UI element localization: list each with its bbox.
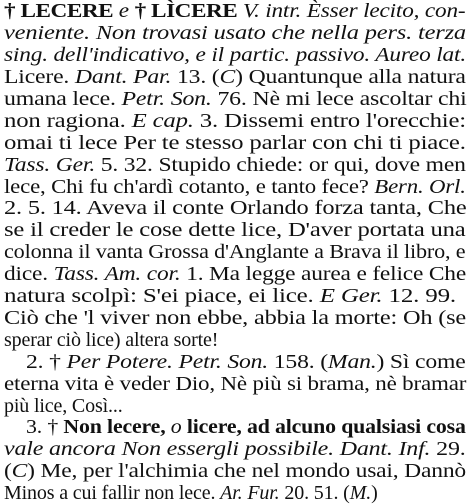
bold-text: licere, ad alcuno qualsiasi cosa (186, 416, 466, 439)
text-line (26, 416, 466, 438)
definition-line: sing. dell'indicativo, e il partic. passivo. Aureo lat. (4, 44, 467, 66)
text-run: ) Me, per l'alchimia che nel mondo usai, Dannò (27, 460, 466, 483)
text-run: dice. (4, 263, 54, 286)
text-run: 13. ( (171, 66, 220, 88)
italic-text: Dant. Par. (74, 66, 172, 88)
italic-text: o (170, 416, 187, 439)
text-line (4, 285, 456, 307)
text-run: omai ti lece Per te stesso parlar con chi ti piace. (4, 131, 466, 154)
text-line (4, 197, 466, 219)
headword-lecere: † LECERE (4, 0, 114, 22)
text-run: 5. 32. Stupido chiede: or qui, dove men (95, 153, 466, 176)
text-run: non ragiona. (4, 109, 132, 132)
text-run: 76. Nè mi lece ascoltar chi (211, 87, 467, 110)
text-run: ( (4, 460, 12, 483)
italic-text: vale ancora Non essergli possibile. Dant. Inf. (4, 438, 431, 461)
text-run: 2. † (26, 350, 67, 373)
text-run: Minos a cui fallir non lece. (4, 482, 221, 504)
text-run: 12. 99. (382, 285, 456, 307)
text-run: più lice, Così... (4, 394, 123, 417)
text-run: colonna il vanta Grossa d'Anglante a Brava il libro, e (4, 241, 466, 264)
text-line (4, 241, 465, 263)
text-run: Licere. (4, 66, 75, 88)
text-run: 1. Ma legge aurea e felice Che (180, 263, 467, 286)
text-run: 3. Dissemi entro l'orecchie: (193, 109, 466, 132)
italic-text: M. (349, 482, 372, 504)
text-line (4, 88, 467, 110)
text-line (4, 110, 466, 132)
text-run: 2. 5. 14. Aveva il conte Orlando forza tanta, Che (4, 197, 467, 220)
dictionary-page (4, 0, 467, 504)
text-run: natura scolpì: S'ei piace, ei lice. (4, 285, 320, 307)
text-line (4, 329, 218, 351)
italic-text: E Ger. (319, 285, 383, 307)
italic-text: Tass. Ger. (4, 153, 96, 176)
italic-text: C (11, 460, 28, 483)
grammar-label: V. intr. (237, 0, 307, 22)
text-line (4, 263, 466, 285)
text-run: 29. (430, 438, 466, 461)
italic-text: Petr. Son. (121, 87, 212, 110)
text-run: sperar ciò lice) altera sorte! (4, 328, 219, 351)
italic-text: Per Potere. Petr. Son. (66, 350, 269, 373)
text-line (4, 66, 466, 88)
text-run: se il creder le cose dette lice, D'aver portata una (4, 219, 466, 242)
text-run: ) Sì come (376, 350, 466, 373)
text-run: ) Quantunque alla natura (235, 66, 466, 88)
text-line (4, 438, 466, 460)
text-run: ) (371, 482, 378, 504)
text-run: 20. 51. ( (279, 482, 350, 504)
text-run: umana lece. (4, 87, 122, 110)
headword-licere: † LÌCERE (134, 0, 238, 22)
italic-text: Man. (327, 350, 377, 373)
italic-text: Tass. Am. cor. (53, 263, 181, 286)
text-line (4, 219, 466, 241)
definition-line: veniente. Non trovasi usato che nella pers. terza (4, 22, 466, 44)
definition-text: Èsser lecito, con- (306, 0, 466, 22)
text-line (4, 154, 466, 176)
text-line (4, 307, 466, 329)
text-run: eterna vita è veder Dio, Nè più si brama, nè bramar (4, 372, 467, 395)
entry-heading-line (4, 0, 465, 22)
text-line (4, 132, 466, 154)
text-line (4, 482, 378, 504)
text-line (4, 176, 466, 198)
text-run: lece, Chi fu ch'ardì cotanto, e tanto fece? (4, 175, 375, 198)
text-line (26, 351, 466, 373)
text-run: Ciò che 'l viver non ebbe, abbia la morte: Oh (se (4, 306, 467, 329)
italic-text: C (219, 66, 236, 88)
text-run: 158. ( (268, 350, 328, 373)
headword-conjunction: e (113, 0, 135, 22)
text-line (4, 395, 123, 417)
text-run: 3. † (26, 416, 64, 439)
italic-text: E cap. (131, 109, 194, 132)
text-line (4, 373, 466, 395)
italic-text: Bern. Orl. (374, 175, 466, 198)
bold-text: Non lecere, (63, 416, 171, 439)
text-line (4, 460, 466, 482)
italic-text: Ar. Fur. (220, 482, 280, 504)
